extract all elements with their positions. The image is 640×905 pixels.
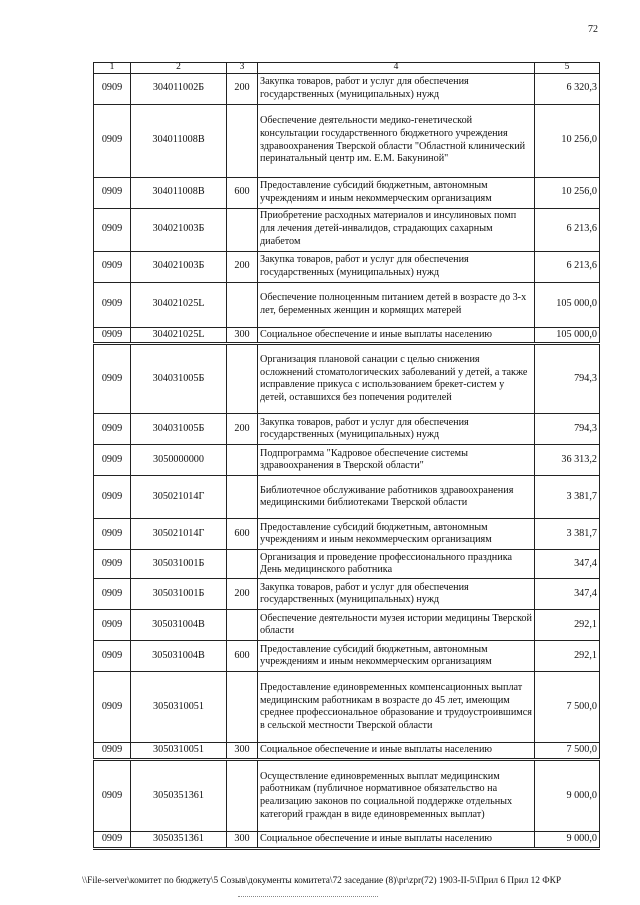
expense-type-cell: 600 — [227, 177, 258, 208]
table-row — [94, 344, 600, 414]
description-cell: Предоставление субсидий бюджетным, автономным учреждениям и иным некоммерческим организациям — [258, 641, 535, 672]
table-row — [94, 73, 600, 104]
amount-cell: 347,4 — [535, 550, 600, 579]
section-cell: 0909 — [94, 832, 131, 849]
section-cell: 0909 — [94, 445, 131, 476]
table-row — [94, 550, 600, 579]
description-cell: Обеспечение деятельности медико-генетической консультации государственного бюджетного учреждения здравоохранения Тверской области "Областной клинический перинатальный центр им. Е.М. Бакуниной" — [258, 104, 535, 177]
description-cell: Социальное обеспечение и иные выплаты населению — [258, 832, 535, 849]
section-cell: 0909 — [94, 579, 131, 610]
description-cell: Закупка товаров, работ и услуг для обеспечения государственных (муниципальных) нужд — [258, 73, 535, 104]
expense-type-cell — [227, 344, 258, 414]
target-article-cell: 304021003Б — [131, 251, 227, 282]
table-row — [94, 476, 600, 519]
amount-cell: 36 313,2 — [535, 445, 600, 476]
amount-cell: 105 000,0 — [535, 282, 600, 327]
target-article-cell: 3050000000 — [131, 445, 227, 476]
target-article-cell: 304011008В — [131, 177, 227, 208]
expense-type-cell: 600 — [227, 519, 258, 550]
description-cell: Осуществление единовременных выплат медицинским работникам (публичное нормативное обязательство на реализацию законов по социальной поддержке отдельных категорий граждан в виде единовременных выплат) — [258, 760, 535, 832]
section-cell: 0909 — [94, 73, 131, 104]
target-article-cell: 305031004В — [131, 610, 227, 641]
expense-type-cell: 300 — [227, 743, 258, 760]
table-row — [94, 104, 600, 177]
description-cell: Закупка товаров, работ и услуг для обеспечения государственных (муниципальных) нужд — [258, 251, 535, 282]
expense-type-cell — [227, 550, 258, 579]
section-cell: 0909 — [94, 208, 131, 251]
expense-type-cell: 200 — [227, 414, 258, 445]
expense-type-cell — [227, 282, 258, 327]
amount-cell: 3 381,7 — [535, 519, 600, 550]
description-cell: Организация плановой санации с целью снижения осложнений стоматологических заболеваний у детей, а также исправление прикуса с использованием брекет-систем у детей, оставшихся без попечения родителей — [258, 344, 535, 414]
header-col-3: 3 — [227, 63, 258, 74]
table-row — [94, 641, 600, 672]
expense-type-cell — [227, 672, 258, 743]
amount-cell: 10 256,0 — [535, 104, 600, 177]
expense-type-cell: 200 — [227, 579, 258, 610]
target-article-cell: 3050351361 — [131, 832, 227, 849]
header-col-4: 4 — [258, 63, 535, 74]
target-article-cell: 305031001Б — [131, 579, 227, 610]
target-article-cell: 305031001Б — [131, 550, 227, 579]
amount-cell: 292,1 — [535, 610, 600, 641]
expense-type-cell: 200 — [227, 251, 258, 282]
amount-cell: 9 000,0 — [535, 760, 600, 832]
expense-type-cell — [227, 104, 258, 177]
header-col-2: 2 — [131, 63, 227, 74]
section-cell: 0909 — [94, 327, 131, 344]
amount-cell: 105 000,0 — [535, 327, 600, 344]
amount-cell: 794,3 — [535, 414, 600, 445]
expense-type-cell: 200 — [227, 73, 258, 104]
description-cell: Предоставление субсидий бюджетным, автономным учреждениям и иным некоммерческим организациям — [258, 177, 535, 208]
table-row — [94, 251, 600, 282]
table-row — [94, 177, 600, 208]
amount-cell: 794,3 — [535, 344, 600, 414]
target-article-cell: 304021003Б — [131, 208, 227, 251]
table-row — [94, 832, 600, 849]
header-col-1: 1 — [94, 63, 131, 74]
page-number: 72 — [588, 24, 598, 35]
section-cell: 0909 — [94, 344, 131, 414]
section-cell: 0909 — [94, 610, 131, 641]
expense-type-cell — [227, 610, 258, 641]
description-cell: Организация и проведение профессионального праздника День медицинского работника — [258, 550, 535, 579]
target-article-cell: 304031005Б — [131, 344, 227, 414]
table-row — [94, 519, 600, 550]
description-cell: Библиотечное обслуживание работников здравоохранения медицинскими библиотеками Тверской области — [258, 476, 535, 519]
target-article-cell: 305021014Г — [131, 476, 227, 519]
description-cell: Закупка товаров, работ и услуг для обеспечения государственных (муниципальных) нужд — [258, 414, 535, 445]
scan-artifact — [238, 896, 378, 899]
table-row — [94, 282, 600, 327]
table-row — [94, 208, 600, 251]
section-cell: 0909 — [94, 282, 131, 327]
target-article-cell: 304011002Б — [131, 73, 227, 104]
amount-cell: 6 320,3 — [535, 73, 600, 104]
table-row — [94, 672, 600, 743]
table-row — [94, 579, 600, 610]
amount-cell: 7 500,0 — [535, 743, 600, 760]
expense-type-cell — [227, 208, 258, 251]
target-article-cell: 3050351361 — [131, 760, 227, 832]
section-cell: 0909 — [94, 550, 131, 579]
expense-type-cell — [227, 476, 258, 519]
target-article-cell: 304011008В — [131, 104, 227, 177]
description-cell: Подпрограмма "Кадровое обеспечение системы здравоохранения в Тверской области" — [258, 445, 535, 476]
section-cell: 0909 — [94, 743, 131, 760]
target-article-cell: 304021025L — [131, 327, 227, 344]
table-row — [94, 327, 600, 344]
description-cell: Приобретение расходных материалов и инсулиновых помп для лечения детей-инвалидов, страдающих сахарным диабетом — [258, 208, 535, 251]
section-cell: 0909 — [94, 641, 131, 672]
table-body — [94, 73, 600, 848]
amount-cell: 6 213,6 — [535, 251, 600, 282]
target-article-cell: 305021014Г — [131, 519, 227, 550]
target-article-cell: 3050310051 — [131, 672, 227, 743]
description-cell: Предоставление единовременных компенсационных выплат медицинским работникам в возрасте до 45 лет, имеющим среднее профессиональное образование и трудоустроившимся в сельской местности Тверской области — [258, 672, 535, 743]
expense-type-cell: 300 — [227, 832, 258, 849]
table-row — [94, 414, 600, 445]
section-cell: 0909 — [94, 251, 131, 282]
description-cell: Закупка товаров, работ и услуг для обеспечения государственных (муниципальных) нужд — [258, 579, 535, 610]
target-article-cell: 3050310051 — [131, 743, 227, 760]
amount-cell: 7 500,0 — [535, 672, 600, 743]
section-cell: 0909 — [94, 414, 131, 445]
description-cell: Предоставление субсидий бюджетным, автономным учреждениям и иным некоммерческим организациям — [258, 519, 535, 550]
amount-cell: 10 256,0 — [535, 177, 600, 208]
expense-type-cell — [227, 445, 258, 476]
section-cell: 0909 — [94, 519, 131, 550]
expense-type-cell: 600 — [227, 641, 258, 672]
expense-type-cell: 300 — [227, 327, 258, 344]
description-cell: Социальное обеспечение и иные выплаты населению — [258, 327, 535, 344]
table-row — [94, 743, 600, 760]
amount-cell: 292,1 — [535, 641, 600, 672]
description-cell: Социальное обеспечение и иные выплаты населению — [258, 743, 535, 760]
table-row — [94, 760, 600, 832]
table-row — [94, 445, 600, 476]
expense-type-cell — [227, 760, 258, 832]
budget-table — [93, 62, 600, 850]
header-row — [94, 63, 600, 74]
target-article-cell: 304031005Б — [131, 414, 227, 445]
target-article-cell: 304021025L — [131, 282, 227, 327]
header-col-5: 5 — [535, 63, 600, 74]
section-cell: 0909 — [94, 177, 131, 208]
amount-cell: 9 000,0 — [535, 832, 600, 849]
description-cell: Обеспечение полноценным питанием детей в возрасте до 3-х лет, беременных женщин и кормящих матерей — [258, 282, 535, 327]
target-article-cell: 305031004В — [131, 641, 227, 672]
section-cell: 0909 — [94, 104, 131, 177]
amount-cell: 6 213,6 — [535, 208, 600, 251]
table-row — [94, 610, 600, 641]
section-cell: 0909 — [94, 476, 131, 519]
amount-cell: 347,4 — [535, 579, 600, 610]
amount-cell: 3 381,7 — [535, 476, 600, 519]
footer-file-path: \\File-server\комитет по бюджету\5 Созыв\документы комитета\72 заседание (8)\pr\zpr(72) 1903-II-5\Прил 6 Прил 12 ФКР — [82, 876, 561, 886]
description-cell: Обеспечение деятельности музея истории медицины Тверской области — [258, 610, 535, 641]
section-cell: 0909 — [94, 672, 131, 743]
section-cell: 0909 — [94, 760, 131, 832]
